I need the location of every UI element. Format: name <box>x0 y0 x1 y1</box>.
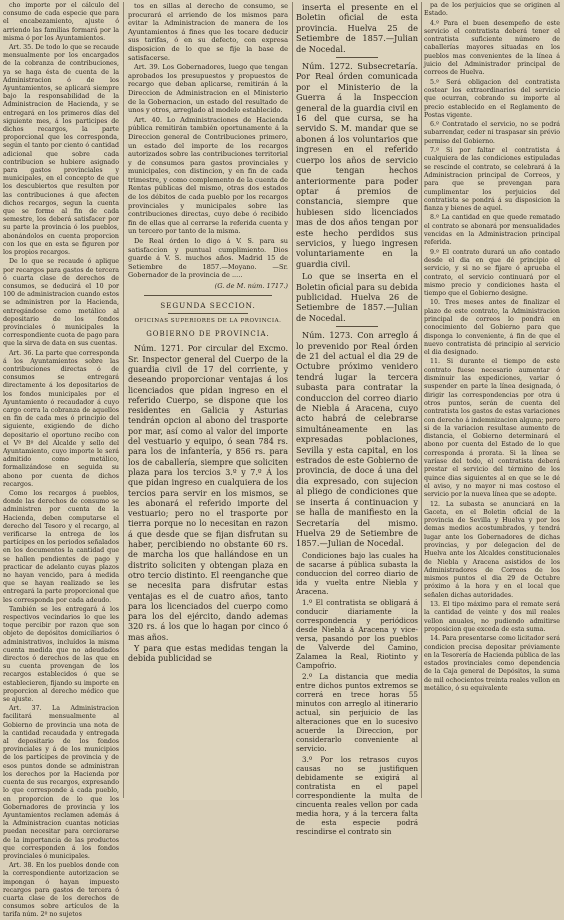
column-2-paragraph: Art. 39. Los Gobernadores, luego que tengan aprobados los presupuestos y propuestos de recargo que deban aplicarse, remitirán á la Direccion de Administracion en el Ministerio de la Gobernacion, un estado del resultado de unos y otros, arreglado al modelo establecido. <box>128 63 288 115</box>
condition-item: 2.º La distancia que media entre dichos puntos extremos se correrá en trece horas 55 minutos con arreglo al itinerario actual, sin perjuicio de las alteraciones que en lo sucesivo acuerde la Direccion, por considerarlo conveniente al servicio. <box>296 671 418 753</box>
column-1 <box>3 2 119 919</box>
column-divider <box>123 2 124 798</box>
column-2-last-line: Y para que estas medidas tengan la debida publicidad se <box>128 643 288 664</box>
condition-item: 11. Si durante el tiempo de este contrato fuese necesario aumentar ó disminuir las expediciones, variar ó suspender en parte la línea designada, ó dirigir las correspondencias por otra ú otros puntos, serán de cuenta del contratista los gastos de estas variaciones con derecho á indemnizacion alguna; pero si de la variacion resultase aumento de distancia, el Gobierno determinará el abono por cuenta del Estado de lo que corresponda á prorata. Si la línea se varíase del todo, el contratista deberá prestar el servicio del término de los quince dias siguientes al en que se le dé el aviso, y no mayor ni mas costoso el servicio por la nueva línea que se adopte. <box>424 358 560 499</box>
column-2 <box>128 2 288 798</box>
column-1-paragraph: También se les entregará á los respectivos vecindarios lo que les toque percibir por razon que son objeto de depósitos domiciliarios ó administrativos, incluídos la misma cuenta medida que no adeudados directos ó derechos de las que en su cuenta provengan de los recargos establecidos ó que se establecieren, fijando su importe en proporcion al derecho médico que se ajuste. <box>3 605 119 704</box>
column-3-paragraph: Lo que se inserta en el Boletin oficial para su debida publicidad. Huelva 26 de Setiembre de 1857.—Julian de Nocedal. <box>296 271 418 323</box>
column-divider <box>292 2 293 798</box>
column-1-paragraph: cho importe por el cálculo del consumo de cada especie que para el encabezamiento, ajuste ó arriendo las familias formará por la misma ó por los Ayuntamientos. <box>3 2 119 42</box>
section-divider <box>144 295 272 296</box>
government-title: GOBIERNO DE PROVINCIA. <box>146 329 270 338</box>
column-1-paragraph: Art. 35. De todo lo que se recaude mensualmente por los encargados de la cobranza de contribuciones, ya se haga ésta de cuenta de la Administracion ó de los Ayuntamientos, se aplicará siempre bajo la responsabilidad de la Administracion de Hacienda, y se entregará en los primeros días del siguiente mes, á los participes de dichos recargos, la parte proporcional que les corresponda, según el tanto por ciento ó cantidad adicional que sobre cada contribucion se hubiere asignado para gastos provinciales y municipales, en el concepto de que los descubiertos que resulten por las contribuciones á que afecten dichos recargos, segun la cuenta que se forme al fin de cada semestre, los deberá satisfacer por su parte la provincia ó los pueblos, abonándolos en cuenta proporcion con los que en esta se figuren por los propios recargos. <box>3 44 119 257</box>
column-1-paragraph: Como los recargos á pueblos, donde las derechos de consumo se administren por cuenta de la Hacienda, deben computarse el derecho del Tesoro y el recargo, al verificarse la entrega de los partícipes en los periodos señalados en los documentos la cantidad que se hallen pendientes de pago y practicar de adelanto cuyas plazos no hayan vencido, para á medida que se hayan realizado se les entregará la parte proporcional que les corresponda por cada adeudo. <box>3 489 119 604</box>
condition-item: 5.º Será obligacion del contratista costear los extraordinarios del servicio que ocurran, cobrando su importe al precio establecido en el Reglamento de Postas vigente. <box>424 78 560 119</box>
condition-item: 14. Para presentarse como licitador será condicion precisa depositar préviamente en la Tesorería de Hacienda pública de las estados provinciales como dependencia de la Caja general de Depósitos, la suma de mil ochocientos treinta reales vellon en metálico, ó su equivalente <box>424 635 561 693</box>
section-divider <box>336 57 378 58</box>
column-1-paragraph: Art. 38. En los pueblos donde con la correspondiente autorizacion se impongan ó hayan impuesto recargos para gastos de tercera ó cuarta clase de los derechos de consumos sobre artículos de la tarifa núm. 2º no sujetos <box>3 862 119 919</box>
announcement-1273: Núm. 1273. Con arreglo á lo prevenido por Real órden de 21 del actual el dia 29 de Octubre próximo venidero tendrá lugar la tercera subasta para contratar la conduccion del correo diario de Niebla á Aracena, cuyo acto habrá de celebrarse simultáneamente en las expresadas poblaciones, Sevilla y esta capital, en los estrados de este Gobierno de provincia, de doce á una del dia expresado, con sujecion al pliego de condiciones que se inserta á continuacion y se halla de manifiesto en la Secretaría del mismo. Huelva 29 de Setiembre de 1857.—Julian de Nocedal. <box>296 330 418 549</box>
column-2-paragraph: De Real órden lo digo á V. S. para su satisfaccion y puntual cumplimiento. Dios guarde á V. S. muchos años. Madrid 15 de Setiembre de 1857.—Moyano. —Sr. Gobernador de la provincia de ..... <box>128 237 288 280</box>
condition-item: 1.º El contratista se obligará á conducir diariamente la correspondencia y periódicos desde Niebla á Aracena y vice-versa, pasando por los pueblos de Valverde del Camino, Zalamea la Real, Riotinto y Campofrio. <box>296 597 418 670</box>
condition-item: 4.º Para el buen desempeño de este servicio el contratista deberá tener el contratista suficiente número de caballerías mayores situadas en los pueblos mas convenientes de la línea á juicio del Administrador principal de correos de Huelva. <box>424 19 560 77</box>
gazette-note: (G. de M. núm. 1717.) <box>214 282 288 290</box>
column-2-paragraph: Art. 40. Lo Administraciones de Hacienda pública remitirán también oportunamente á la Direccion general de Contribuciones primero, un estado del importe de los recargos autorizados sobre las contribuciones territorial y de consumos para gastos provinciales y municipales, con distincion, y en fin de cada trimestre, y como complemento de la cuenta de Rentas públicas del mismo, otras dos estados de los débitos de cada pueblo por los recargos provinciales y municipales sobre las contribuciones directas, cuyo debe ó recibido fin de ellas que al cerrarse la referida cuenta y un tercero por tanto de la misma. <box>128 115 288 236</box>
announcement-1272: Núm. 1272. Subsecretaría. Por Real órden comunicada por el Ministerio de la Guerra á la Inspeccion general de la guardia civil en 16 del que cursa, se ha servido S. M. mandar que se abonen á los voluntarios que ingresen en el referido cuerpo los años de servicio que tengan hechos anteriormente para poder optar á premios de constancia, siempre que hubiesen sido licenciados mas de dos años tengan por este hecho perdidos sus servicios, y luego ingresen voluntariamente en la guardia civil. <box>296 61 418 269</box>
section-divider <box>336 326 378 327</box>
column-1-paragraph: Art. 36. La parte que corresponda á los Ayuntamientos sobre las contribuciones directas ó de consumos se entregará directamente á los depositarios de los fondos municipales por el Ayuntamiento ó recaudador á cuyo cargo corra la cobranza de aquellos en fin de cada mes ó principio del siguiente, exigiendo de dicho depositario el oportuno recibo con el Vº Bº del Alcalde y sello del Ayuntamiento, cuyo importe le será admitido como metálico, formalizándose en seguida su abono por cuenta de dichos recargos. <box>3 349 119 488</box>
condition-item: 3.º Por los retrasos cuyos causas no se justifiquen debidamente se exigirá al contratista en el papel correspondiente la multa de cincuenta reales vellon por cada media hora, y á la tercera falta de esta especie podrá rescindirse el contrato sin <box>296 754 418 836</box>
condition-item: 8.º La cantidad en que quede rematado el contrato se abonará por mensualidades vencidas en la Administracion principal referida. <box>424 214 560 247</box>
announcement-1271: Núm. 1271. Por circular del Excmo. Sr. Inspector general del Cuerpo de la guardia civil de 17 del corriente, y deseando proporcionar ventajas á los licenciados que pidan ingreso en el referido Cuerpo, se dispone que los residentes en Galicia y Asturias tendrán opcion al abono del trasporte por mar, así como al valor del importe del vestuario y equipo, ó sean 784 rs. para los de infantería, y 856 rs. para los de caballería, siempre que soliciten plaza para los tercios 3.º y 7.º Á los que pidan ingreso en cualquiera de los tercios para servir en los mismos, se les abonará el referido importe del vestuario; pero no el trasporte por tierra porque no lo necesitan en razon á que desde que se fijan disfrutan su haber, percibiendo no obstante 60 rs. de marcha los que hallándose en un distrito soliciten y obtengan plaza en otro tercio distinto. El reenganche que se necesita para disfrutar estas ventajas es el de cuatro años, tanto para los licenciados del cuerpo como para los del ejército, dando ademas 320 rs. á los que lo hagan por cinco ó mas años. <box>128 344 288 642</box>
conditions-heading: Condiciones bajo las cuales ha de sacarse á pública subasta la conduccion del correo diario de ida y vuelta entre Niebla y Aracena. <box>296 550 418 596</box>
office-title: OFICINAS SUPERIORES DE LA PROVINCIA. <box>134 318 282 325</box>
condition-item: pa de los perjuicios que se originen al Estado. <box>424 2 560 18</box>
condition-item: 9.º El contrato durará un año contado desde el dia en que dé principio el servicio, y si no se fijare ó aprueba el contrato, el servicio continuará por el mismo precio y condiciones hasta el tiempo que el Gobierno designe. <box>424 248 560 298</box>
condition-item: 12. La subasta se anunciará en la Gaceta, en el Boletin oficial de la provincia de Sevilla y Huelva y por los demas medios acostumbrados, y tendrá lugar ante los Gobernadores de dichas provincias, y por delegacion del de Huelva ante los Alcaldes constitucionales de Niebla y Aracena asistidos de los Administradores de Correos de los mismos puntos el dia 29 de Octubre próximo á la hora y en el local que señalen dichas autoridades. <box>424 500 560 599</box>
condition-item: 13. El tipo máximo para el remate será la cantidad de veinte y dos mil reales vellon anuales, no pudiendo admitirse proposicion que exceda de esta suma. <box>424 601 560 633</box>
column-1-paragraph: Art. 37. La Administracion facilitará mensualmente al Gobierno de provincia una nota de la cantidad recaudada y entregada al depositario de los fondos provinciales y á de los municipios de los partícipes de provincia y de esos puntos donde se administran los derechos por la Hacienda por cuenta de sus recargos, expresando lo que corresponde á cada pueblo, en proporcion de lo que los Gobernadores de provincia y los Ayuntamientos reclamen además á la Administracion cuantas noticias puedan necesitar para cerciorarse de la importancia de las productos que corresponden á los fondos provinciales ó municipales. <box>3 705 119 860</box>
condition-item: 7.º Si por faltar el contratista á cualquiera de las condiciones estipuladas se rescinde el contrato, se celebrará á la Administracion principal de Correos, y para que se prevengan para cumplimentar los perjuicios del contratista se pondrá á su disposicion la fianza y bienes de aquel. <box>424 147 560 213</box>
column-3 <box>296 2 418 836</box>
condition-item: 6.º Contratado el servicio, no se podrá subarrendar, ceder ni traspasar sin prévio permiso del Gobierno. <box>424 121 560 145</box>
condition-item: 10. Tres meses antes de finalizar el plazo de este contrato, la Administracion principal de correos lo pondrá en conocimiento del Gobierno para que disponga lo conveniente, á fin de que el nuevo contratista dé principio al servicio el dia designado. <box>424 299 560 357</box>
column-1-paragraph: De lo que se recaude ó aplique por recargos para gastos de tercera ó cuarta clase de derechos de consumos, se deducirá el 10 por 100 de administracion cuando estos se administren por la Hacienda, entregándose como metálico al depositario de los fondos provinciales ó municipales la correspondiente cuota de pago para que la sirva de data en sus cuentas. <box>3 258 119 348</box>
column-4 <box>424 2 560 798</box>
section-title: SEGUNDA SECCION. <box>160 300 256 310</box>
section-divider <box>168 313 248 314</box>
column-2-paragraph: tos en sillas al derecho de consumo, se procurará el arriendo de los mismos para evitar la Administracion de manera de los Ayuntamientos á fines que les tocare deducir sus tarifas, ó en su defecto, con expresa disposicion de lo que se fije la base de satisfacerse. <box>128 2 288 62</box>
column-divider <box>421 2 422 798</box>
column-3-paragraph: inserta el presente en el Boletin oficial de esta provincia. Huelva 25 de Setiembre de 1857.—Julian de Nocedal. <box>296 2 418 54</box>
